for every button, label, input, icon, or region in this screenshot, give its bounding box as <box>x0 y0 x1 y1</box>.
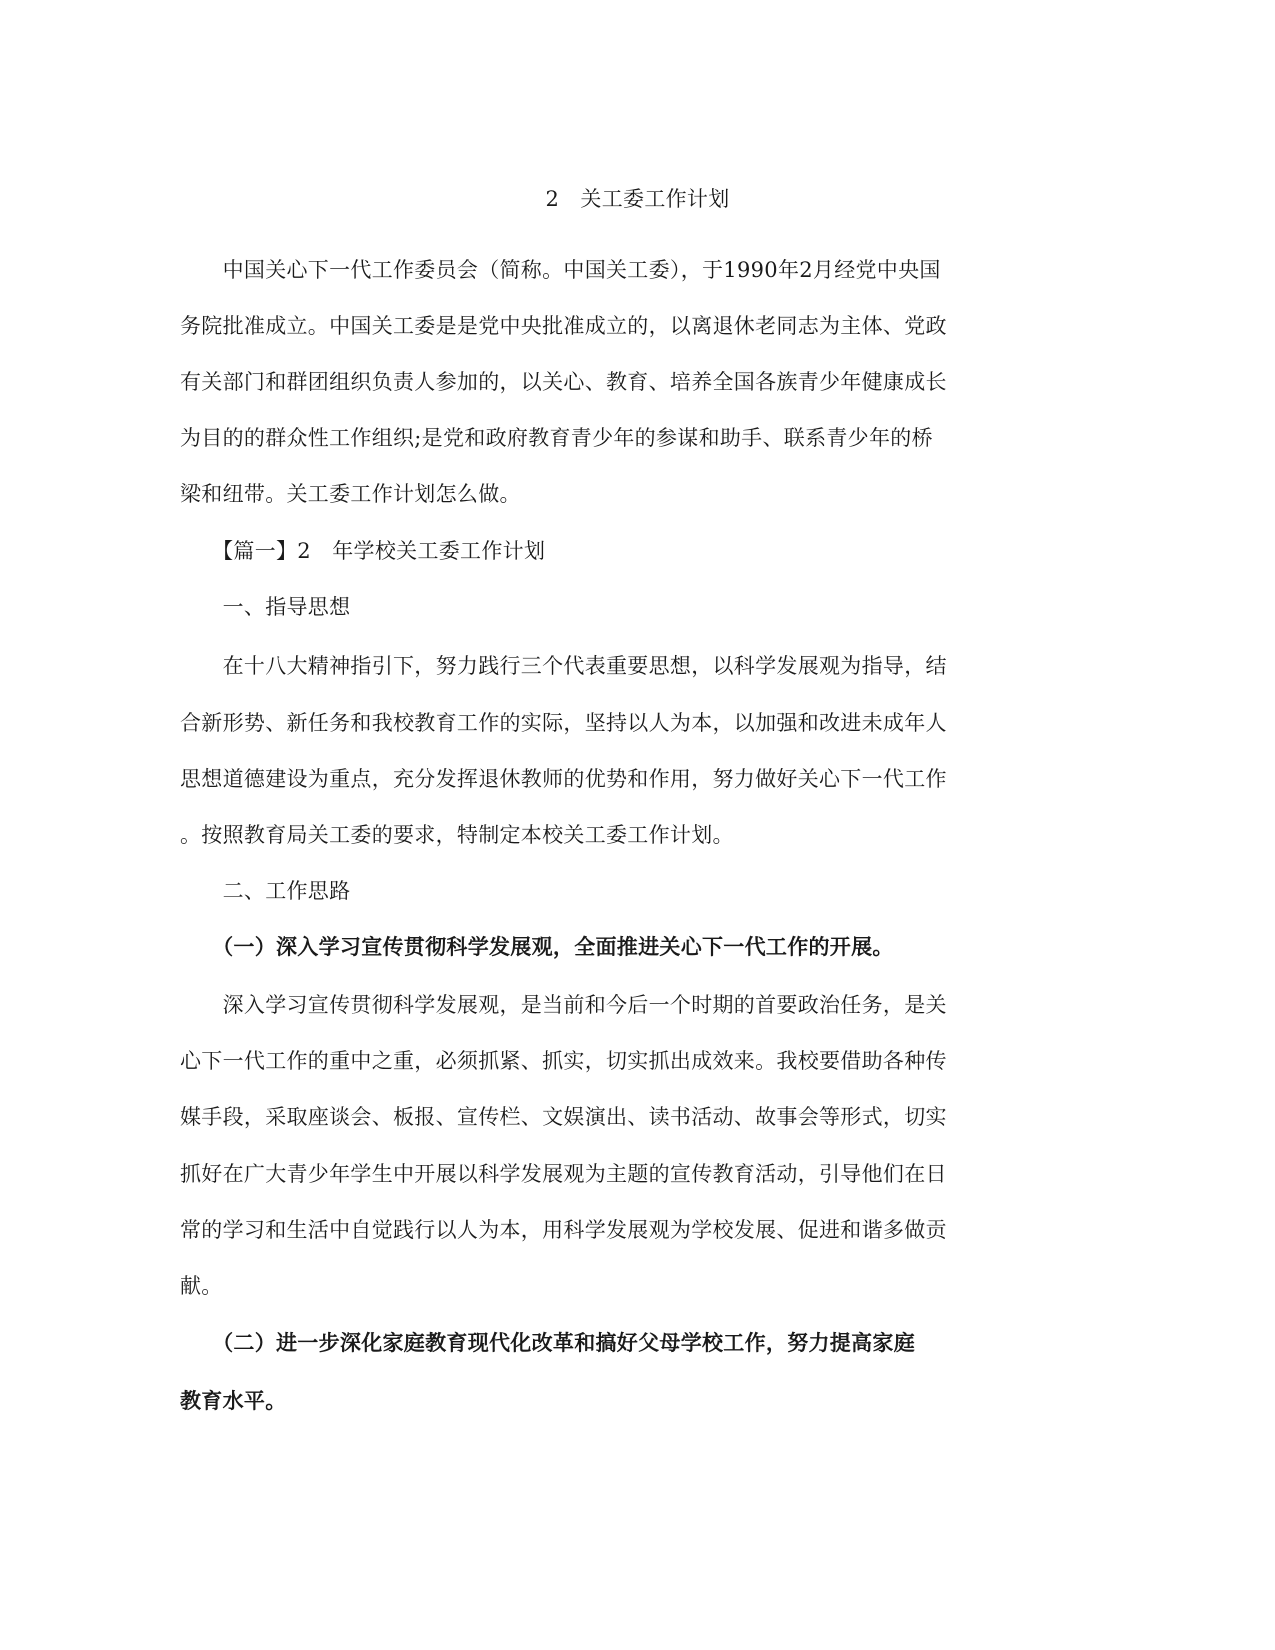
paragraph-line: 媒手段，采取座谈会、板报、宣传栏、文娱演出、读书活动、故事会等形式，切实 <box>180 1105 947 1129</box>
subsection-heading: （二）进一步深化家庭教育现代化改革和搞好父母学校工作，努力提高家庭 <box>180 1330 915 1355</box>
paragraph-line: 心下一代工作的重中之重，必须抓紧、抓实，切实抓出成效来。我校要借助各种传 <box>180 1049 947 1073</box>
paragraph-line: 务院批准成立。中国关工委是是党中央批准成立的，以离退休老同志为主体、党政 <box>180 314 947 338</box>
subsection-heading: （一）深入学习宣传贯彻科学发展观，全面推进关心下一代工作的开展。 <box>180 934 894 959</box>
section-heading: 一、指导思想 <box>180 595 351 619</box>
subsection-heading: 教育水平。 <box>180 1388 287 1413</box>
paragraph-line: 有关部门和群团组织负责人参加的，以关心、教育、培养全国各族青少年健康成长 <box>180 370 947 394</box>
section-heading: 二、工作思路 <box>180 879 351 903</box>
paragraph-line: 思想道德建设为重点，充分发挥退休教师的优势和作用，努力做好关心下一代工作 <box>180 767 947 791</box>
section-heading: 【篇一】2 年学校关工委工作计划 <box>180 539 546 563</box>
paragraph-line: 抓好在广大青少年学生中开展以科学发展观为主题的宣传教育活动，引导他们在日 <box>180 1162 947 1186</box>
paragraph-line: 在十八大精神指引下，努力践行三个代表重要思想，以科学发展观为指导，结 <box>180 654 947 678</box>
paragraph-line: 梁和纽带。关工委工作计划怎么做。 <box>180 482 521 506</box>
paragraph-line: 常的学习和生活中自觉践行以人为本，用科学发展观为学校发展、促进和谐多做贡 <box>180 1218 947 1242</box>
paragraph-line: 献。 <box>180 1274 223 1298</box>
document-title: 2 关工委工作计划 <box>545 187 730 211</box>
paragraph-line: 合新形势、新任务和我校教育工作的实际，坚持以人为本，以加强和改进未成年人 <box>180 711 947 735</box>
paragraph-line: 。按照教育局关工委的要求，特制定本校关工委工作计划。 <box>180 823 734 847</box>
paragraph-line: 为目的的群众性工作组织;是党和政府教育青少年的参谋和助手、联系青少年的桥 <box>180 426 933 450</box>
paragraph-line: 中国关心下一代工作委员会（简称。中国关工委），于1990年2月经党中央国 <box>180 258 941 282</box>
paragraph-line: 深入学习宣传贯彻科学发展观，是当前和今后一个时期的首要政治任务，是关 <box>180 993 947 1017</box>
